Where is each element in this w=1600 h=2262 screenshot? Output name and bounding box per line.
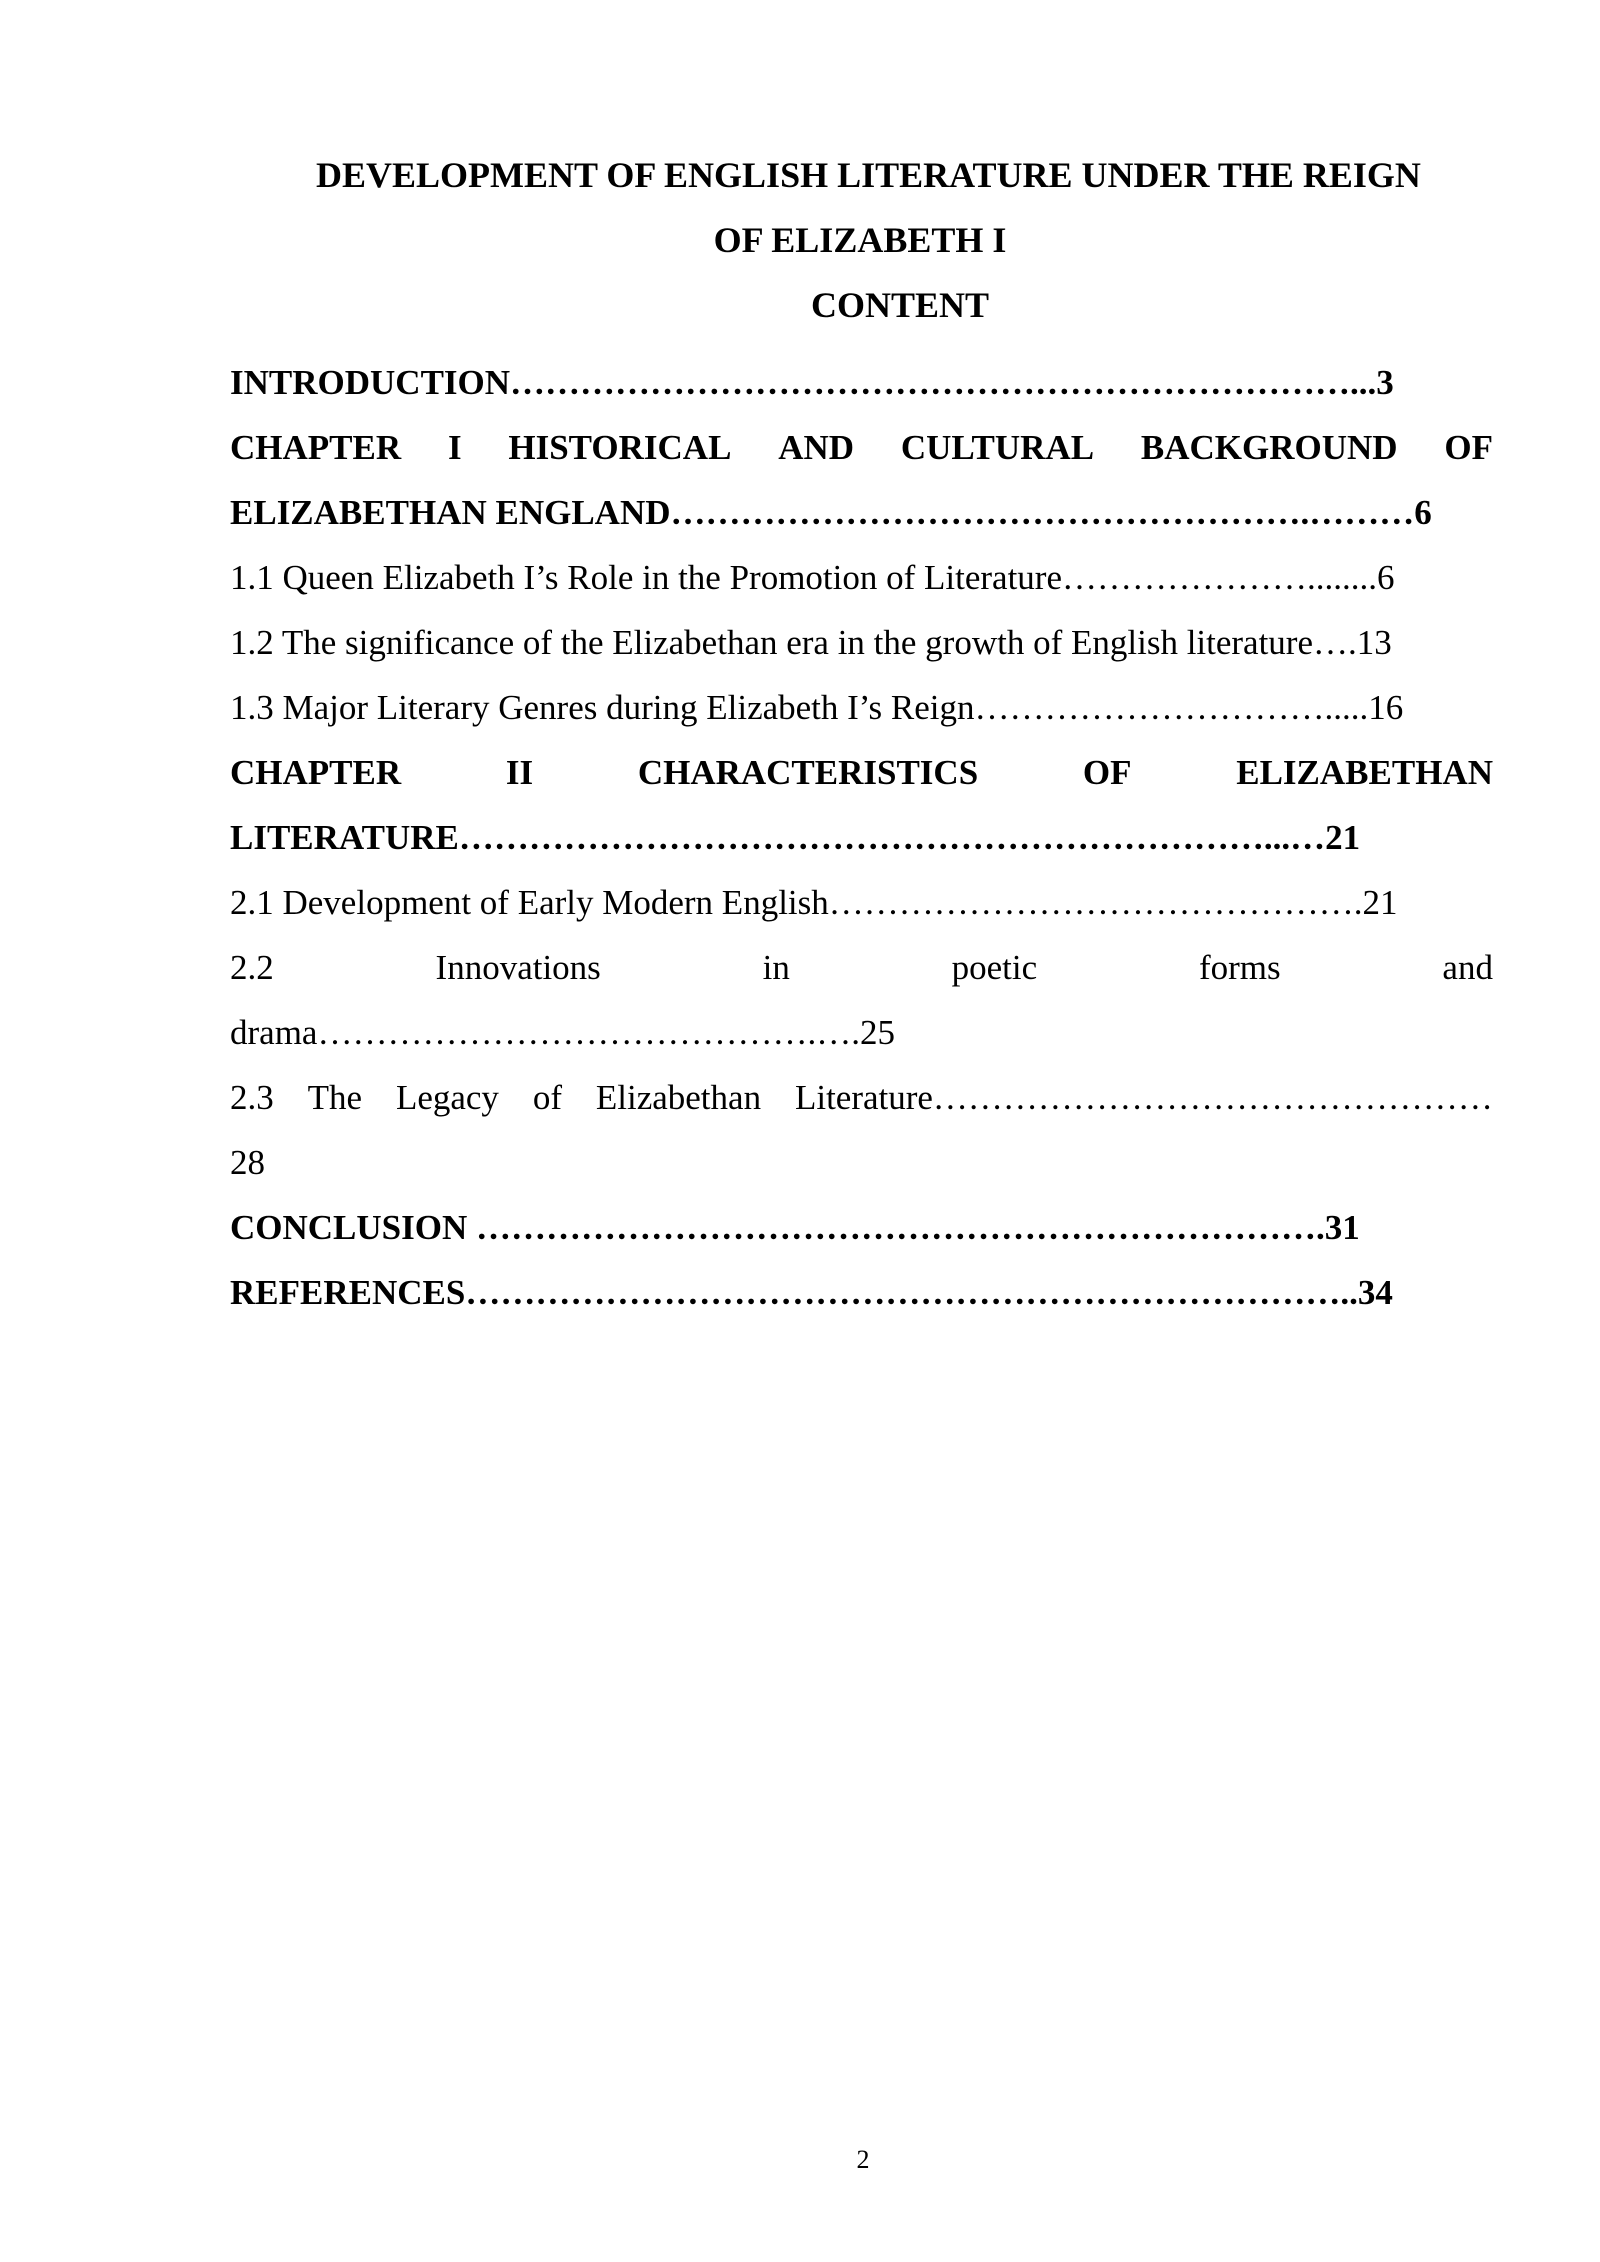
toc-word: 2.2 bbox=[230, 948, 274, 987]
toc-entry-section-1-1: 1.1 Queen Elizabeth I’s Role in the Promotion of Literature…………………........6 bbox=[230, 558, 1395, 597]
toc-word: Elizabethan bbox=[595, 1078, 762, 1117]
toc-entry-section-1-3: 1.3 Major Literary Genres during Elizabeth I’s Reign………………………….....16 bbox=[230, 688, 1404, 727]
toc-entry-section-2-3-continuation: 28 bbox=[230, 1143, 265, 1182]
document-title-line-1: DEVELOPMENT OF ENGLISH LITERATURE UNDER THE REIGN bbox=[316, 155, 1421, 195]
toc-word: Literature………………………………………… bbox=[794, 1078, 1493, 1117]
toc-entry-introduction: INTRODUCTION………………………………………………………………...3 bbox=[230, 363, 1394, 402]
toc-entry-chapter-1-continuation: ELIZABETHAN ENGLAND……………………………………………….………6 bbox=[230, 493, 1432, 532]
toc-word: CHARACTERISTICS bbox=[637, 753, 979, 792]
toc-word: II bbox=[505, 753, 534, 792]
toc-word: CHAPTER bbox=[230, 753, 402, 792]
toc-word: Innovations bbox=[435, 948, 601, 987]
toc-word: CHAPTER bbox=[230, 428, 402, 467]
toc-word: HISTORICAL bbox=[508, 428, 732, 467]
toc-word: of bbox=[532, 1078, 562, 1117]
toc-entry-section-2-2-continuation: drama…………………………………….….25 bbox=[230, 1013, 895, 1052]
toc-word: CULTURAL bbox=[900, 428, 1095, 467]
contents-heading: CONTENT bbox=[810, 285, 990, 325]
toc-entry-conclusion: CONCLUSION ……………………………………………………………….31 bbox=[230, 1208, 1360, 1247]
toc-word: and bbox=[1442, 948, 1493, 987]
toc-word: OF bbox=[1082, 753, 1132, 792]
toc-entry-chapter-2-continuation: LITERATURE……………………………………………………………...…21 bbox=[230, 818, 1361, 857]
toc-word: in bbox=[762, 948, 790, 987]
toc-entry-chapter-1 bbox=[230, 415, 1493, 480]
toc-word: The bbox=[307, 1078, 363, 1117]
toc-entry-section-2-2 bbox=[230, 935, 1493, 1000]
table-of-contents bbox=[230, 350, 1493, 1325]
toc-word: BACKGROUND bbox=[1140, 428, 1398, 467]
toc-word: AND bbox=[778, 428, 855, 467]
toc-word: 2.3 bbox=[230, 1078, 274, 1117]
toc-word: Legacy bbox=[395, 1078, 499, 1117]
toc-word: I bbox=[447, 428, 462, 467]
toc-word: poetic bbox=[951, 948, 1038, 987]
document-title-line-2: OF ELIZABETH I bbox=[713, 220, 1007, 260]
toc-entry-section-1-2: 1.2 The significance of the Elizabethan era in the growth of English literature….13 bbox=[230, 623, 1392, 662]
toc-entry-section-2-3 bbox=[230, 1065, 1493, 1130]
page-number: 2 bbox=[856, 2145, 870, 2174]
toc-word: OF bbox=[1444, 428, 1493, 467]
toc-entry-references: REFERENCES…………………………………………………………………..34 bbox=[230, 1273, 1393, 1312]
toc-word: ELIZABETHAN bbox=[1236, 753, 1493, 792]
toc-word: forms bbox=[1198, 948, 1281, 987]
toc-entry-section-2-1: 2.1 Development of Early Modern English……………………………………….21 bbox=[230, 883, 1398, 922]
toc-entry-chapter-2 bbox=[230, 740, 1493, 805]
